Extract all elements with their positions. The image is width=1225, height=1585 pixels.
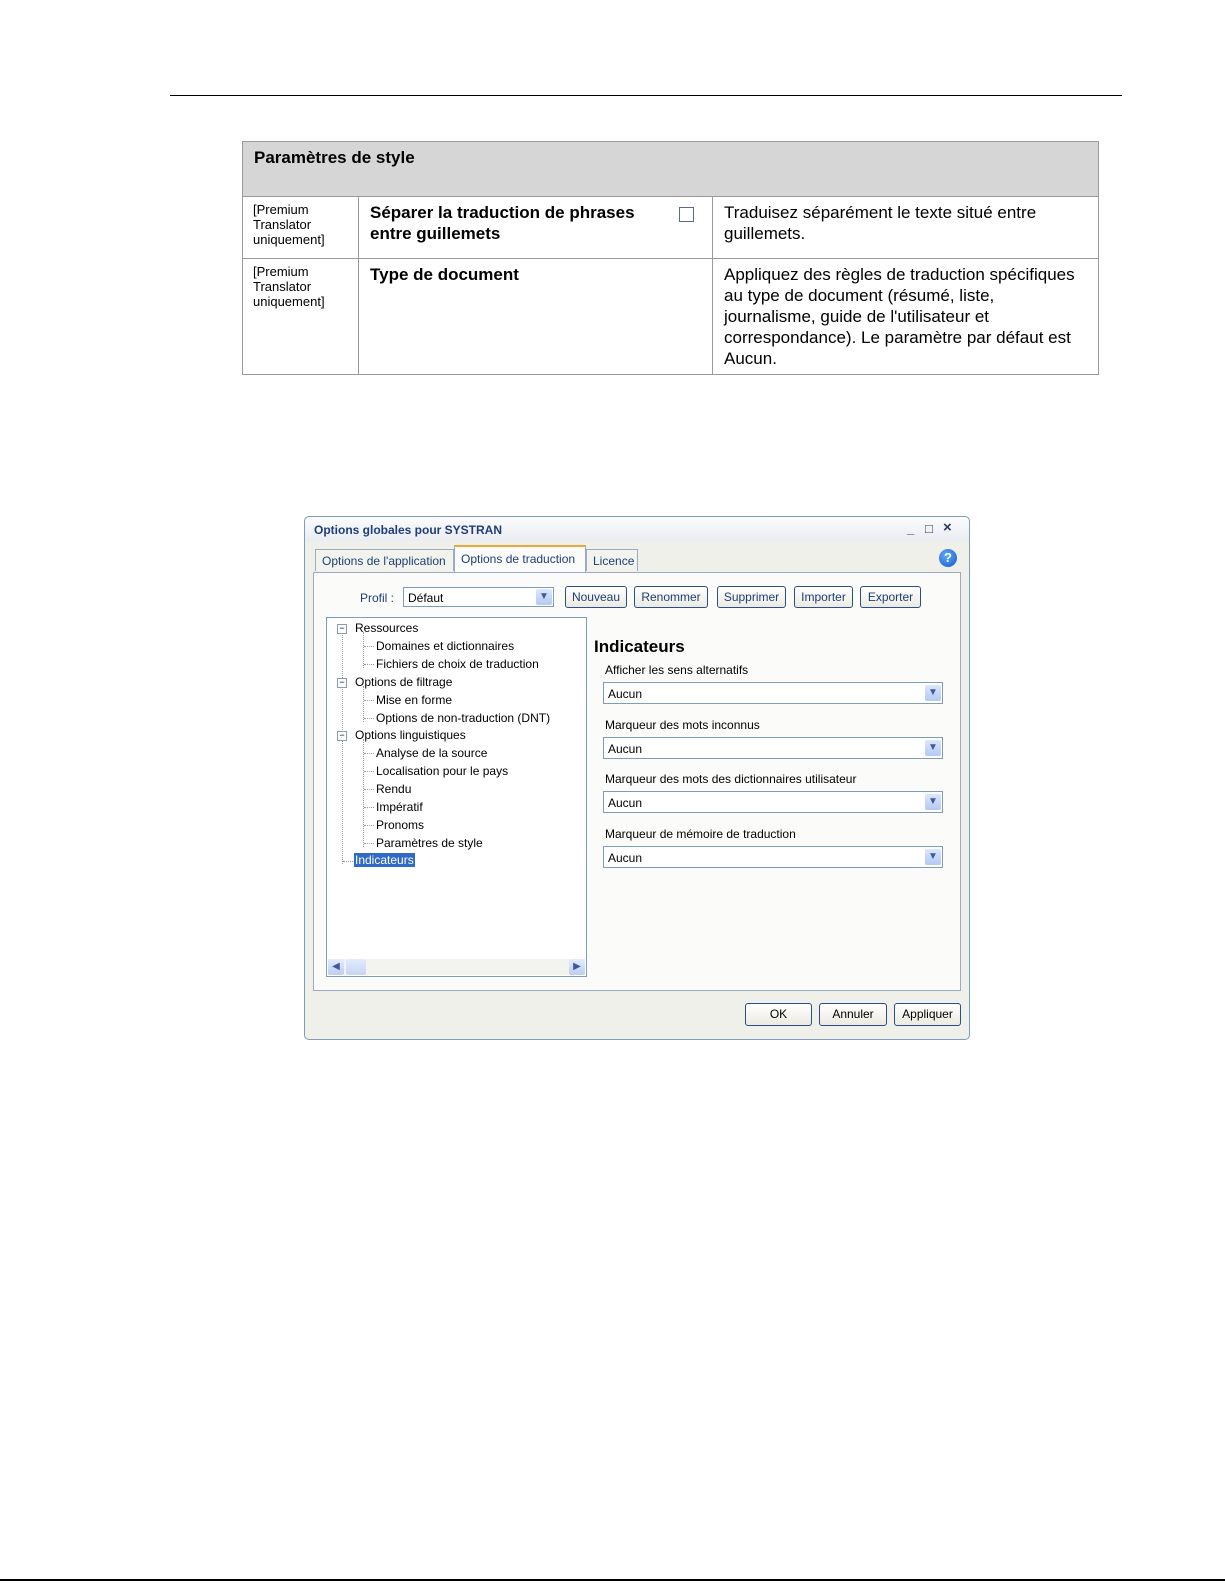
tree-connector <box>363 686 364 722</box>
rename-profile-button[interactable]: Renommer <box>634 586 708 608</box>
tree-item-linguistic-options[interactable]: Options linguistiques <box>355 728 466 742</box>
profile-select[interactable] <box>403 587 554 607</box>
translation-memory-value: Aucun <box>608 851 643 865</box>
tree-connector <box>364 700 374 701</box>
tree-connector <box>364 664 374 665</box>
parameter-name-cell <box>359 197 713 259</box>
tree-item-source-analysis[interactable]: Analyse de la source <box>376 746 488 760</box>
tree-item-pronouns[interactable]: Pronoms <box>376 818 425 832</box>
tree-item-filter-options[interactable]: Options de filtrage <box>355 675 453 689</box>
scope-cell: [Premium Translator uniquement] <box>243 197 359 259</box>
tree-connector <box>364 789 374 790</box>
tree-item-translation-choice-files[interactable]: Fichiers de choix de traduction <box>376 657 539 671</box>
scroll-left-icon[interactable]: ◀ <box>328 959 344 975</box>
tree-item-dnt-options[interactable]: Options de non-traduction (DNT) <box>376 711 551 725</box>
tab-translation-options[interactable]: Options de traduction <box>454 545 586 572</box>
table-header: Paramètres de style <box>243 142 1099 197</box>
alt-meanings-label: Afficher les sens alternatifs <box>605 663 749 677</box>
header-rule <box>170 95 1122 96</box>
tree-connector <box>363 632 364 668</box>
maximize-icon[interactable]: □ <box>925 521 933 536</box>
tree-item-domains-dictionaries[interactable]: Domaines et dictionnaires <box>376 639 515 653</box>
collapse-icon[interactable]: − <box>337 678 347 688</box>
tree-connector <box>363 739 364 847</box>
tab-application-options[interactable]: Options de l'application <box>315 549 454 571</box>
help-icon[interactable]: ? <box>939 549 957 567</box>
unknown-words-value: Aucun <box>608 742 643 756</box>
tree-connector <box>364 771 374 772</box>
export-profile-button[interactable]: Exporter <box>860 586 921 608</box>
collapse-icon[interactable]: − <box>337 731 347 741</box>
title-bar <box>305 517 969 541</box>
options-tree[interactable] <box>326 617 587 977</box>
alt-meanings-select[interactable] <box>603 682 943 704</box>
dialog-title: Options globales pour SYSTRAN <box>314 523 503 537</box>
profile-value: Défaut <box>408 591 444 605</box>
footer-rule <box>0 1579 1225 1581</box>
translation-options-panel <box>313 572 961 991</box>
chevron-down-icon[interactable]: ▼ <box>925 794 941 810</box>
tab-licence[interactable]: Licence <box>586 549 638 571</box>
user-dictionary-value: Aucun <box>608 796 643 810</box>
style-parameters-table <box>242 141 1099 375</box>
chevron-down-icon[interactable]: ▼ <box>536 589 552 605</box>
global-options-dialog <box>304 516 970 1040</box>
tree-connector <box>364 718 374 719</box>
tree-item-imperative[interactable]: Impératif <box>376 800 423 814</box>
alt-meanings-value: Aucun <box>608 687 643 701</box>
delete-profile-button[interactable]: Supprimer <box>717 586 786 608</box>
import-profile-button[interactable]: Importer <box>794 586 853 608</box>
unknown-words-select[interactable] <box>603 737 943 759</box>
scroll-right-icon[interactable]: ▶ <box>569 959 585 975</box>
description-cell: Traduisez séparément le texte situé entre guillemets. <box>713 197 1099 259</box>
tree-connector <box>364 825 374 826</box>
section-title: Indicateurs <box>594 637 685 656</box>
minimize-icon[interactable]: _ <box>907 521 915 536</box>
scroll-thumb[interactable] <box>346 959 366 975</box>
tree-item-style-parameters[interactable]: Paramètres de style <box>376 836 483 850</box>
profile-label: Profil : <box>360 591 395 605</box>
tree-connector <box>343 861 353 862</box>
tree-item-localization[interactable]: Localisation pour le pays <box>376 764 509 778</box>
description-cell: Appliquez des règles de traduction spécifiques au type de document (résumé, liste, journalisme, guide de l'utilisateur et correspondance). Le paramètre par défaut est Aucun. <box>713 259 1099 375</box>
tree-item-formatting[interactable]: Mise en forme <box>376 693 453 707</box>
tree-connector <box>364 646 374 647</box>
ok-button[interactable]: OK <box>745 1003 812 1026</box>
close-icon[interactable]: × <box>943 519 952 536</box>
user-dictionary-select[interactable] <box>603 791 943 813</box>
parameter-name-cell <box>359 259 713 375</box>
scope-cell: [Premium Translator uniquement] <box>243 259 359 375</box>
tree-item-rendering[interactable]: Rendu <box>376 782 412 796</box>
parameter-name: Type de document <box>370 265 519 284</box>
table-row <box>243 259 1099 375</box>
unknown-words-label: Marqueur des mots inconnus <box>605 718 760 732</box>
tree-item-indicators[interactable]: Indicateurs <box>355 853 414 867</box>
table-row <box>243 197 1099 259</box>
chevron-down-icon[interactable]: ▼ <box>925 849 941 865</box>
chevron-down-icon[interactable]: ▼ <box>925 740 941 756</box>
horizontal-scrollbar[interactable] <box>328 959 585 975</box>
cancel-button[interactable]: Annuler <box>819 1003 887 1026</box>
user-dictionary-label: Marqueur des mots des dictionnaires utilisateur <box>605 772 857 786</box>
chevron-down-icon[interactable]: ▼ <box>925 685 941 701</box>
tree-item-resources[interactable]: Ressources <box>355 621 419 635</box>
parameter-name: Séparer la traduction de phrases entre guillemets <box>370 203 635 243</box>
tree-connector <box>364 807 374 808</box>
tree-connector <box>364 843 374 844</box>
new-profile-button[interactable]: Nouveau <box>565 586 627 608</box>
translation-memory-label: Marqueur de mémoire de traduction <box>605 827 796 841</box>
apply-button[interactable]: Appliquer <box>894 1003 961 1026</box>
tree-connector <box>364 753 374 754</box>
tree-connector <box>342 630 343 864</box>
translation-memory-select[interactable] <box>603 846 943 868</box>
checkbox-icon <box>679 207 694 222</box>
collapse-icon[interactable]: − <box>337 624 347 634</box>
